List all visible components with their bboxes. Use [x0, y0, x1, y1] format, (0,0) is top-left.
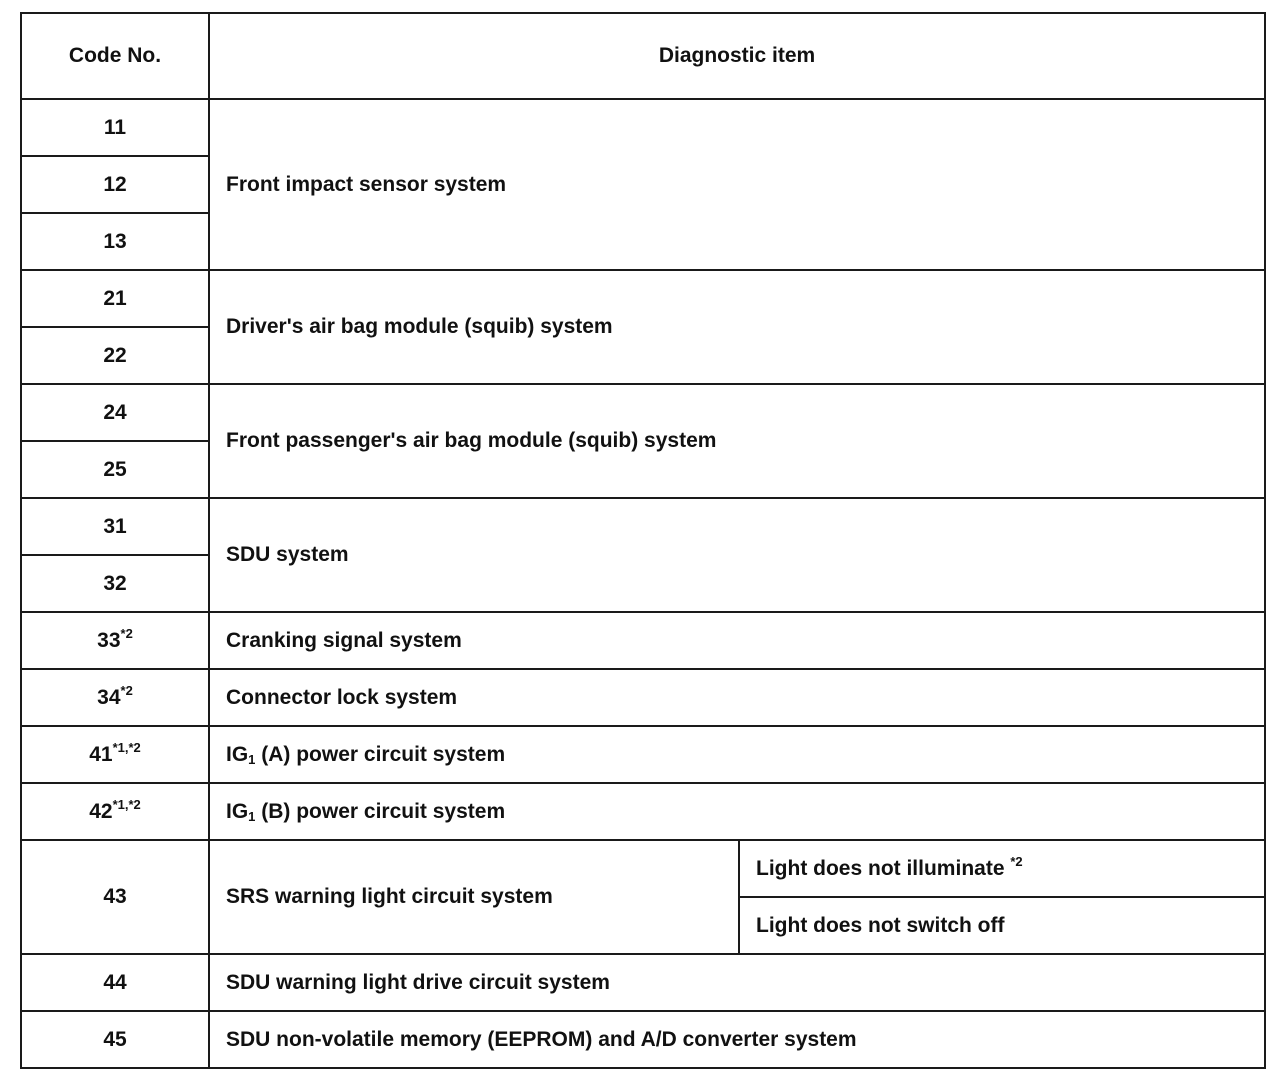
item-prefix: IG — [226, 799, 249, 823]
sub-item-text: Light does not illuminate — [756, 856, 1011, 880]
sub-item-cell — [739, 840, 1265, 897]
header-code-no: Code No. — [21, 13, 209, 99]
code-cell: 44 — [21, 954, 209, 1011]
footnote-mark: *2 — [120, 625, 133, 641]
item-cell: Cranking signal system — [209, 612, 1265, 669]
table-row — [21, 783, 1265, 840]
diagnostic-table-container — [20, 12, 1266, 1069]
item-cell: Driver's air bag module (squib) system — [209, 270, 1265, 384]
table-row — [21, 669, 1265, 726]
item-suffix: (A) power circuit system — [255, 742, 506, 766]
code-cell: 43 — [21, 840, 209, 954]
code-cell: 21 — [21, 270, 209, 327]
footnote-mark: *2 — [1010, 853, 1023, 869]
table-row — [21, 612, 1265, 669]
footnote-mark: *1,*2 — [112, 739, 141, 755]
code-cell: 31 — [21, 498, 209, 555]
code-value: 41 — [89, 742, 113, 766]
code-cell: 24 — [21, 384, 209, 441]
table-row — [21, 384, 1265, 441]
table-row — [21, 1011, 1265, 1068]
item-cell: SDU system — [209, 498, 1265, 612]
item-cell: Connector lock system — [209, 669, 1265, 726]
code-cell — [21, 783, 209, 840]
table-header-row — [21, 13, 1265, 99]
item-cell — [209, 783, 1265, 840]
code-cell: 22 — [21, 327, 209, 384]
table-row — [21, 270, 1265, 327]
code-cell — [21, 669, 209, 726]
code-value: 34 — [97, 685, 121, 709]
code-value: 33 — [97, 628, 121, 652]
code-cell: 11 — [21, 99, 209, 156]
item-prefix: IG — [226, 742, 249, 766]
code-cell: 25 — [21, 441, 209, 498]
code-cell — [21, 612, 209, 669]
code-value: 42 — [89, 799, 113, 823]
code-cell: 12 — [21, 156, 209, 213]
item-cell: SDU warning light drive circuit system — [209, 954, 1265, 1011]
code-cell — [21, 726, 209, 783]
item-cell: Front passenger's air bag module (squib) system — [209, 384, 1265, 498]
item-subscript: 1 — [248, 751, 256, 767]
code-cell: 45 — [21, 1011, 209, 1068]
diagnostic-code-table — [20, 12, 1266, 1069]
table-row — [21, 954, 1265, 1011]
table-row — [21, 840, 1265, 897]
code-cell: 32 — [21, 555, 209, 612]
code-cell: 13 — [21, 213, 209, 270]
item-suffix: (B) power circuit system — [255, 799, 506, 823]
footnote-mark: *2 — [120, 682, 133, 698]
footnote-mark: *1,*2 — [112, 796, 141, 812]
table-row — [21, 498, 1265, 555]
item-cell: Front impact sensor system — [209, 99, 1265, 270]
item-subscript: 1 — [248, 808, 256, 824]
item-cell — [209, 726, 1265, 783]
sub-item-cell: Light does not switch off — [739, 897, 1265, 954]
item-cell: SDU non-volatile memory (EEPROM) and A/D converter system — [209, 1011, 1265, 1068]
table-row — [21, 99, 1265, 156]
item-cell: SRS warning light circuit system — [209, 840, 739, 954]
header-diagnostic-item: Diagnostic item — [209, 13, 1265, 99]
table-row — [21, 726, 1265, 783]
